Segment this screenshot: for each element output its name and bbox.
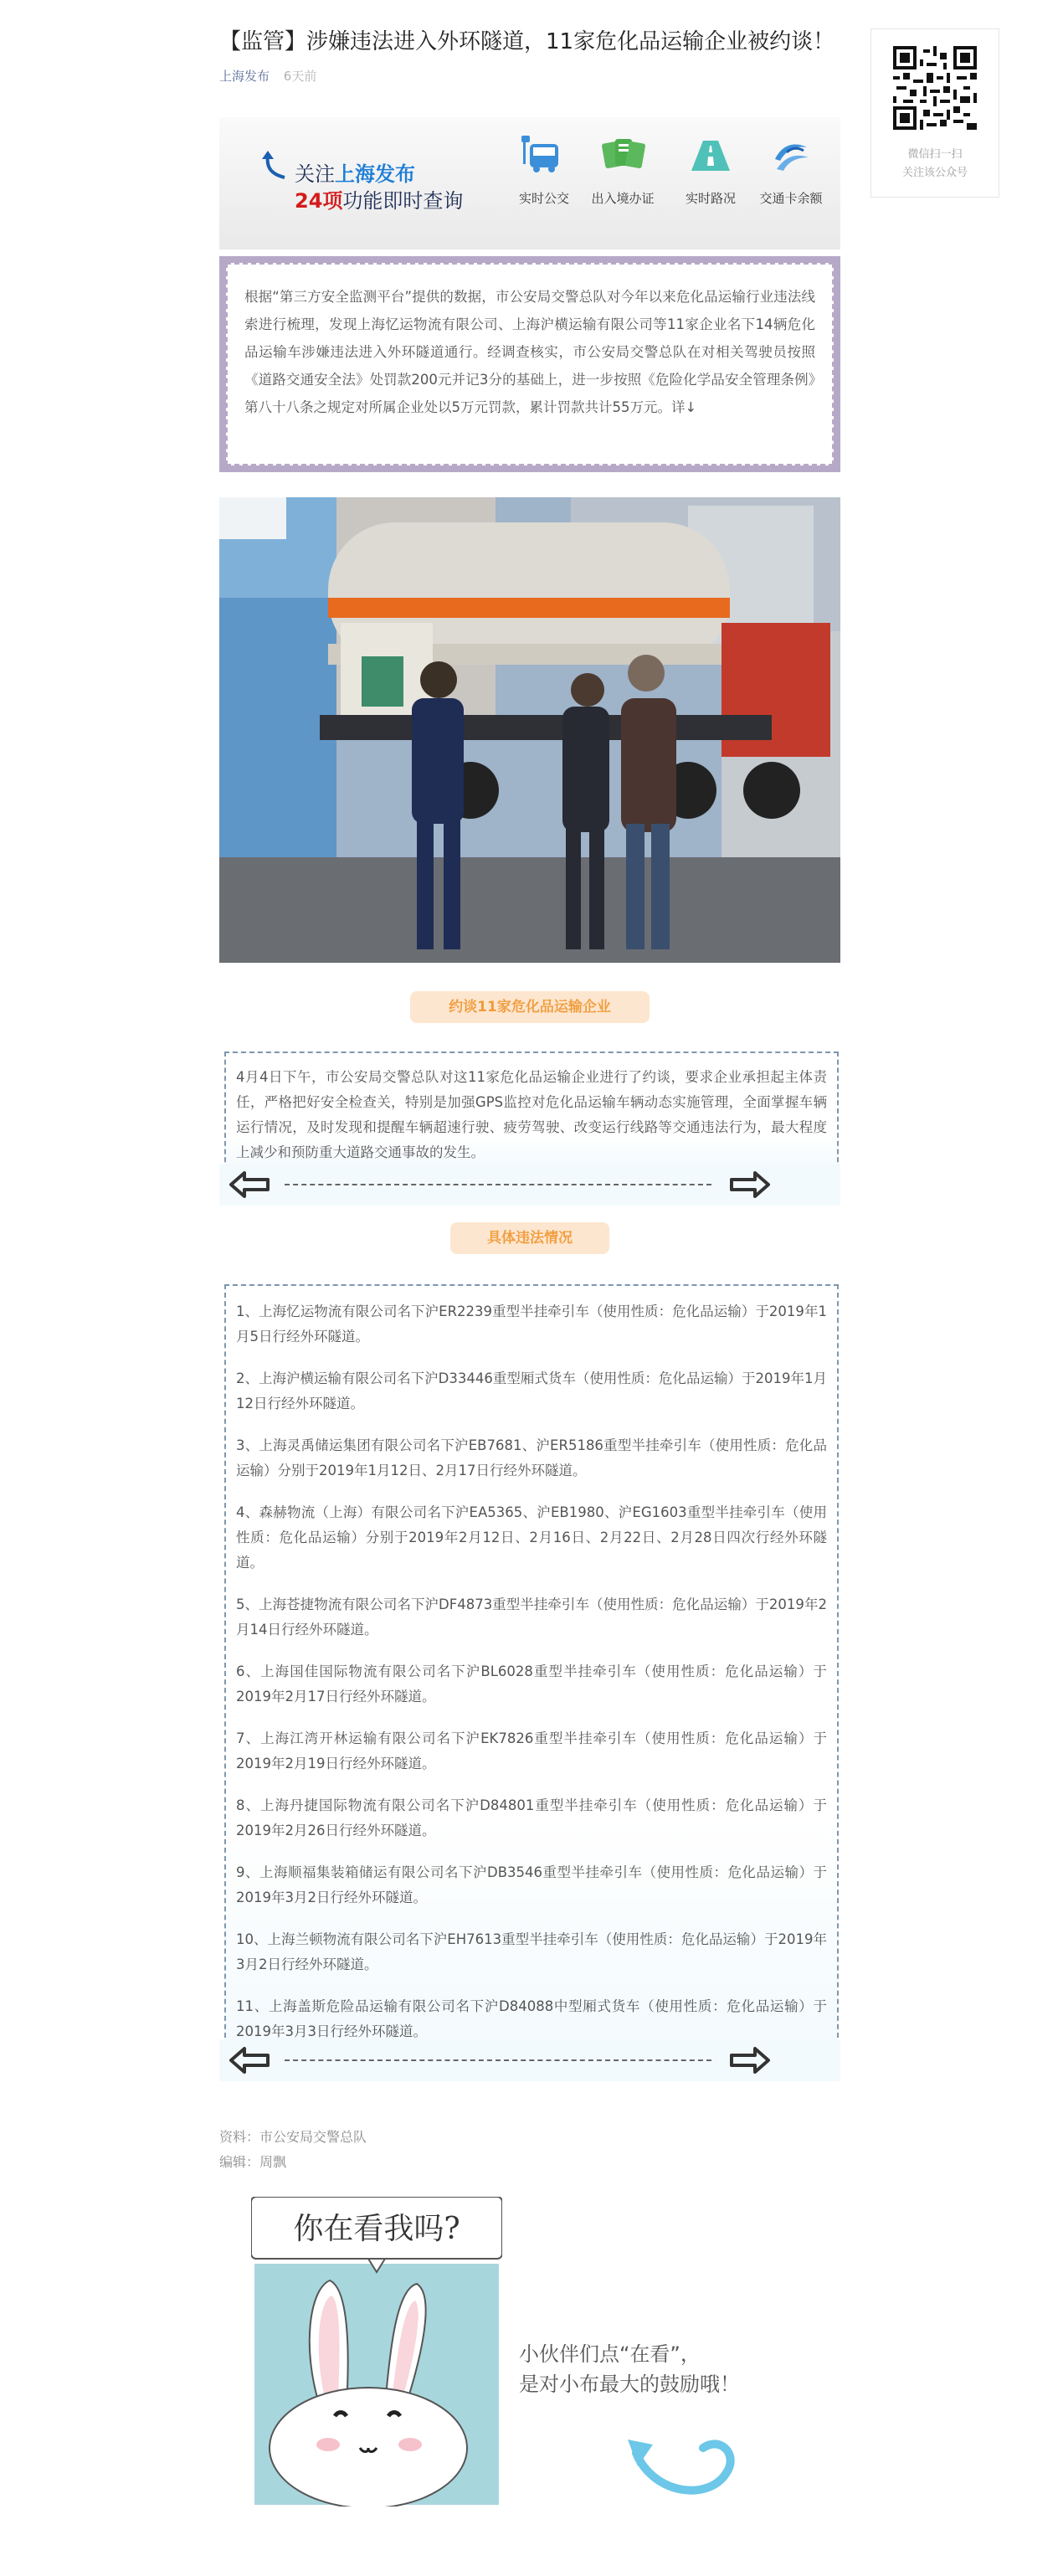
arrow-right-icon[interactable]	[728, 1170, 772, 1199]
article-title: 【监管】涉嫌违法进入外环隧道，11家危化品运输企业被约谈！	[219, 29, 835, 54]
inspection-photo	[219, 497, 840, 963]
banner-item-label: 交通卡余额	[759, 191, 823, 206]
list-item: 8、上海丹捷国际物流有限公司名下沪D84801重型半挂牵引车（使用性质：危化品运输）于2019年2月26日行经外环隧道。	[236, 1797, 827, 1838]
divider	[285, 2059, 711, 2061]
intro-text: 根据“第三方安全监测平台”提供的数据，市公安局交警总队对今年以来危化品运输行业违法线索进行梳理，发现上海忆运物流有限公司、上海沪横运输有限公司等11家企业名下14辆危化品运输车涉嫌违法进入外环隧道通行。经调查核实，市公安局交警总队在对相关驾驶员按照《道路交通安全法》处罚款200元并记3分的基础上，进一步按照《危险化学品安全管理条例》第八十八条之规定对所属企业处以5万元罚款，累计罚款共计55万元。详↓	[244, 289, 815, 415]
list-item: 9、上海顺福集装箱储运有限公司名下沪DB3546重型半挂牵引车（使用性质：危化品运输）于2019年3月2日行经外环隧道。	[236, 1864, 827, 1905]
editor-credit: 编辑：周飘	[219, 2154, 287, 2170]
qr-caption-1: 微信扫一扫	[907, 148, 963, 161]
arrow-left-icon[interactable]	[228, 2046, 271, 2075]
curved-arrow-down-icon	[619, 2419, 745, 2512]
pager-row	[219, 1164, 840, 1206]
intro-box	[219, 256, 840, 472]
banner-item-card[interactable]	[753, 134, 829, 207]
encourage-line-1: 小伙伴们点“在看”，	[519, 2342, 701, 2366]
banner-count: 24	[295, 189, 323, 213]
bus-icon	[521, 134, 567, 179]
qr-code-icon	[893, 46, 977, 130]
section-frame-violations	[224, 1284, 839, 2046]
list-item: 6、上海国佳国际物流有限公司名下沪BL6028重型半挂牵引车（使用性质：危化品运输）于2019年2月17日行经外环隧道。	[236, 1663, 827, 1704]
pager-row	[219, 2039, 840, 2081]
bunny-icon	[251, 2197, 502, 2507]
banner-item-label: 实时公交	[518, 191, 569, 206]
section-heading-violations: 具体违法情况	[450, 1222, 609, 1254]
interview-text: 4月4日下午，市公安局交警总队对这11家危化品运输企业进行了约谈，要求企业承担起主体责任，严格把好安全检查关，特别是加强GPS监控对危化品运输车辆动态实施管理，全面掌握车辆运行情况，及时发现和提醒车辆超速行驶、疲劳驾驶、改变运行线路等交通违法行为，最大程度上减少和预防重大道路交通事故的发生。	[236, 1069, 827, 1160]
account-name-link[interactable]: 上海发布	[219, 69, 270, 84]
section-heading-interview: 约谈11家危化品运输企业	[410, 991, 650, 1023]
publish-time: 6天前	[283, 69, 317, 84]
banner-feature-text: 24项功能即时查询	[295, 189, 464, 213]
list-item: 11、上海盖斯危险品运输有限公司名下沪D84088中型厢式货车（使用性质：危化品运输）于2019年3月3日行经外环隧道。	[236, 1998, 827, 2039]
list-item: 1、上海忆运物流有限公司名下沪ER2239重型半挂牵引车（使用性质：危化品运输）于2019年1月5日行经外环隧道。	[236, 1303, 827, 1345]
source-credit: 资料：市公安局交警总队	[219, 2129, 367, 2145]
banner-item-license[interactable]	[585, 134, 660, 207]
list-item: 10、上海兰顿物流有限公司名下沪EH7613重型半挂牵引车（使用性质：危化品运输）于2019年3月2日行经外环隧道。	[236, 1931, 827, 1972]
banner-account-name: 上海发布	[335, 162, 415, 186]
article-meta	[219, 67, 316, 85]
list-item: 4、森赫物流（上海）有限公司名下沪EA5365、沪EB1980、沪EG1603重型半挂牵引车（使用性质：危化品运输）分别于2019年2月12日、2月16日、2月22日、2月28日四次行经外环隧道。	[236, 1504, 827, 1571]
qr-caption-2: 关注该公众号	[901, 167, 968, 179]
tanker-inspection-image	[219, 497, 840, 963]
encourage-line-2: 是对小布最大的鼓励哦！	[519, 2373, 740, 2396]
qr-code-card	[870, 28, 999, 198]
divider	[285, 1184, 711, 1185]
list-item: 2、上海沪横运输有限公司名下沪D33446重型厢式货车（使用性质：危化品运输）于2019年1月12日行经外环隧道。	[236, 1370, 827, 1411]
banner-item-bus[interactable]	[506, 134, 582, 207]
arrow-right-icon[interactable]	[728, 2046, 772, 2075]
banner-follow-text: 关注上海发布	[295, 162, 415, 186]
bunny-illustration	[251, 2197, 502, 2507]
list-item: 5、上海苍捷物流有限公司名下沪DF4873重型半挂牵引车（使用性质：危化品运输）于2019年2月14日行经外环隧道。	[236, 1597, 827, 1638]
follow-banner[interactable]	[219, 117, 840, 249]
arrow-left-icon[interactable]	[228, 1170, 271, 1199]
bubble-text: 你在看我吗?	[293, 2212, 460, 2246]
transit-card-icon	[768, 134, 814, 179]
violation-list	[226, 1286, 837, 2044]
section-frame-interview	[224, 1051, 839, 1170]
banner-item-traffic[interactable]	[673, 134, 748, 207]
list-item: 7、上海江湾开林运输有限公司名下沪EK7826重型半挂牵引车（使用性质：危化品运输）于2019年2月19日行经外环隧道。	[236, 1730, 827, 1771]
list-item: 3、上海灵禹储运集团有限公司名下沪EB7681、沪ER5186重型半挂牵引车（使用性质：危化品运输）分别于2019年1月12日、2月17日行经外环隧道。	[236, 1437, 827, 1478]
road-icon	[688, 134, 733, 179]
curved-arrow-icon	[259, 149, 293, 183]
banner-item-label: 实时路况	[685, 191, 736, 206]
license-icon	[600, 134, 645, 179]
banner-item-label: 出入境办证	[591, 191, 655, 206]
